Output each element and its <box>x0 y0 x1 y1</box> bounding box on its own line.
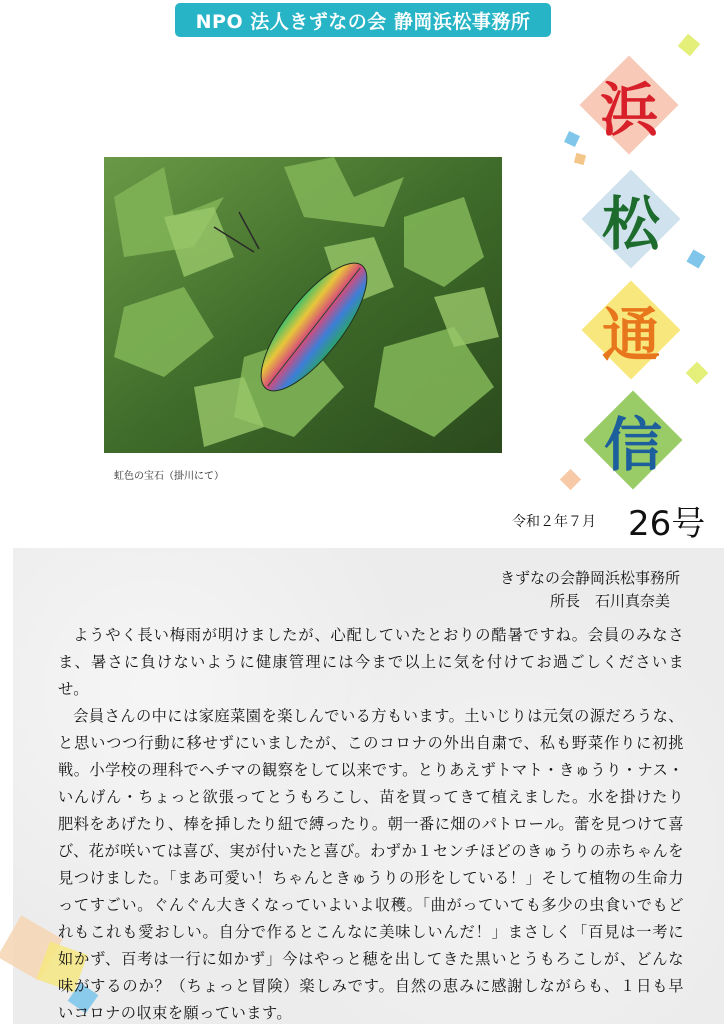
sender-person: 所長 石川真奈美 <box>549 592 670 610</box>
jewel-beetle-photo <box>104 157 502 453</box>
title-char: 信 <box>603 411 662 479</box>
decor-square <box>678 34 701 57</box>
decor-square <box>574 153 586 165</box>
title-tile-shin <box>598 405 668 479</box>
decor-square <box>560 469 581 490</box>
title-char: 松 <box>601 190 660 258</box>
title-char: 浜 <box>599 76 658 144</box>
photo-caption: 虹色の宝石（掛川にて） <box>114 471 224 482</box>
decor-square <box>686 249 705 268</box>
issue-number: 26号 <box>628 504 706 544</box>
issue-date: 令和２年７月 <box>512 514 596 530</box>
title-tile-tsuu <box>596 295 666 369</box>
title-char: 通 <box>601 301 660 369</box>
decor-square <box>564 131 580 147</box>
photo-illustration <box>104 157 502 453</box>
title-tile-hama <box>594 70 664 144</box>
sender-org: きずなの会静岡浜松事務所 <box>499 569 680 587</box>
paragraph: ようやく長い梅雨が明けましたが、心配していたとおりの酷暑ですね。会員のみなさま、暑さに負けないように健康管理には今まで以上に気を付けてお過ごしくださいませ。 <box>58 626 685 698</box>
decor-square <box>686 362 709 385</box>
paragraph: 会員さんの中には家庭菜園を楽しんでいる方もいます。土いじりは元気の源だろうな、と思いつつ行動に移せずにいましたが、このコロナの外出自粛で、私も野菜作りに初挑戦。小学校の理科でヘチマの観察をして以来です。とりあえずトマト・きゅうり・ナス・いんげん・ちょっと欲張ってとうもろこし、苗を買ってきて植えました。水を掛けたり肥料をあげたり、棒を挿したり紐で縛ったり。朝一番に畑のパトロール。蕾を見つけて喜び、花が咲いては喜び、実が付いたと喜び。わずか１センチほどのきゅうりの赤ちゃんを見つけました。「まあ可愛い！ちゃんときゅうりの形をしている！」そして植物の生命力ってすごい。ぐんぐん大きくなっていよいよ収穫。「曲がっていても多少の虫食いでもどれもこれも愛おしい。自分で作るとこんなに美味しいんだ！」まさしく「百見は一考に如かず、百考は一行に如かず」今はやっと穂を出してきた黒いとうもろこしが、どんな味がするのか？（ちょっと冒険）楽しみです。自然の恵みに感謝しながらも、１日も早いコロナの収束を願っています。 <box>58 707 684 1022</box>
header-banner: NPO 法人きずなの会 静岡浜松事務所 <box>175 3 551 37</box>
letter-body <box>58 622 684 1027</box>
title-tile-matsu <box>596 184 666 258</box>
sender-block <box>500 567 680 613</box>
